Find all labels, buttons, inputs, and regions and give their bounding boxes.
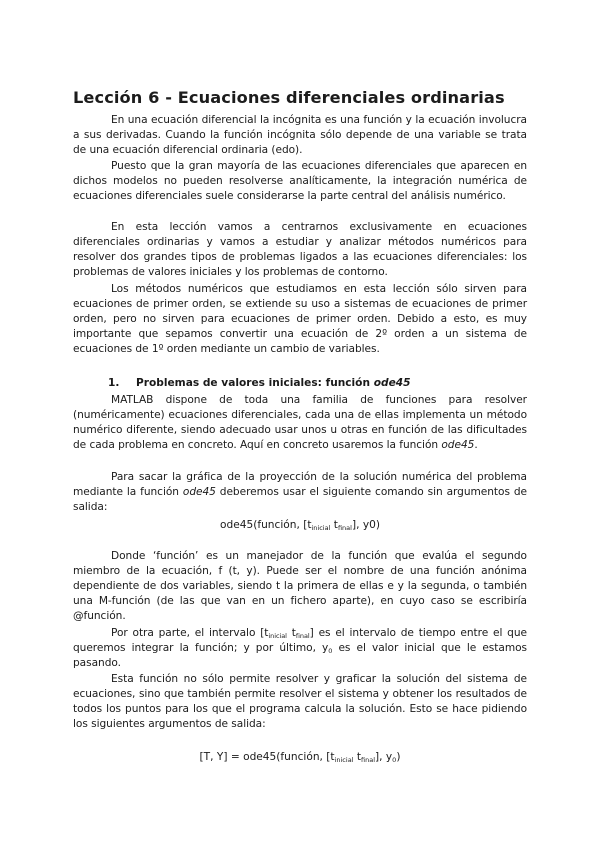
formula-subscript: 0: [392, 756, 397, 764]
section-paragraph-2-text-a: Para sacar la gráfica de la proyección de la solución numérica del problema mediante la función: [73, 471, 527, 499]
section-number: 1.: [108, 377, 120, 389]
page-title: Lección 6 - Ecuaciones diferenciales ordinarias: [73, 88, 505, 107]
intro-paragraph-1: En una ecuación diferencial la incógnita es una función y la ecuación involucra a sus derivadas. Cuando la función incógnita sólo depende de una variable se trata de una ecuación diferencial ordinaria (edo).: [73, 114, 527, 157]
text-part: t: [286, 627, 296, 639]
formula-part: ], y: [375, 751, 393, 763]
punctuation: .: [474, 439, 478, 452]
section-paragraph-3: Donde ‘función’ es un manejador de la función que evalúa el segundo miembro de la ecuación, f (t, y). Puede ser el nombre de una función anónima dependiente de dos variables, siendo t la primera de ellas e y la segunda, o también una M-función (de las que van en un fichero aparte), en cuyo caso se escribiría @función.: [73, 550, 527, 623]
formula-part: t: [353, 751, 362, 763]
intro-paragraph-3: En esta lección vamos a centrarnos exclusivamente en ecuaciones diferenciales ordinarias y vamos a estudiar y analizar métodos numéricos para resolver dos grandes tipos de problemas ligados a las ecuaciones diferenciales: los problemas de valores iniciales y los problemas de contorno.: [73, 221, 527, 279]
subscript: 0: [328, 647, 333, 656]
formula-part: ], y0): [351, 519, 380, 531]
formula-ode45-call: [0, 519, 600, 531]
formula-part: ode45(función, [t: [220, 519, 312, 531]
section-paragraph-1: [73, 393, 527, 453]
formula-part: ): [396, 751, 401, 763]
function-name: ode45: [441, 439, 475, 452]
subscript: final: [295, 632, 310, 640]
section-paragraph-1-text: MATLAB dispone de toda una familia de funciones para resolver (numéricamente) ecuaciones diferenciales, cada una de ellas implementa un método numérico diferente, siendo adecuado usar unos u otras en función de las dificultades de cada problema en concreto. Aquí en concreto usaremos la función: [73, 394, 527, 452]
section-paragraph-4: [73, 626, 527, 671]
formula-subscript: final: [337, 524, 352, 532]
section-paragraph-5: Esta función no sólo permite resolver y graficar la solución del sistema de ecuaciones, sino que también permite resolver el sistema y obtener los resultados de todos los puntos para los que el programa calcula la solución. Esto se hace pidiendo los siguientes argumentos de salida:: [73, 673, 527, 731]
section-heading-text: Problemas de valores iniciales: función: [136, 377, 374, 389]
text-part: Por otra parte, el intervalo [t: [111, 627, 269, 639]
formula-part: t: [330, 519, 338, 531]
section-heading: [108, 377, 411, 389]
function-name: ode45: [182, 486, 216, 499]
intro-paragraph-2: Puesto que la gran mayoría de las ecuaciones diferenciales que aparecen en dichos modelos no pueden resolverse analíticamente, la integración numérica de ecuaciones diferenciales suele considerarse la parte central del análisis numérico.: [73, 160, 527, 203]
formula-subscript: inicial: [311, 524, 331, 532]
text-part: es el valor inicial que le estamos pasando.: [73, 642, 527, 670]
section-paragraph-2-text-b: deberemos usar el siguiente comando sin argumentos de salida:: [73, 486, 527, 514]
section-paragraph-2: [73, 470, 527, 515]
section-heading-function: ode45: [373, 377, 411, 389]
formula-subscript: inicial: [334, 756, 354, 764]
subscript: inicial: [268, 632, 287, 640]
text-part: ] es el intervalo de tiempo entre el que queremos integrar la función; y por último, y: [73, 627, 527, 655]
formula-subscript: final: [361, 756, 376, 764]
intro-paragraph-4: Los métodos numéricos que estudiamos en esta lección sólo sirven para ecuaciones de primer orden, se extiende su uso a sistemas de ecuaciones de primer orden, pero no sirven para ecuaciones de primer orden. Debido a esto, es muy importante que sepamos convertir una ecuación de 2º orden a un sistema de ecuaciones de 1º orden mediante un cambio de variables.: [73, 283, 527, 356]
formula-part: [T, Y] = ode45(función, [t: [199, 751, 335, 763]
formula-ode45-outputs: [0, 751, 600, 763]
